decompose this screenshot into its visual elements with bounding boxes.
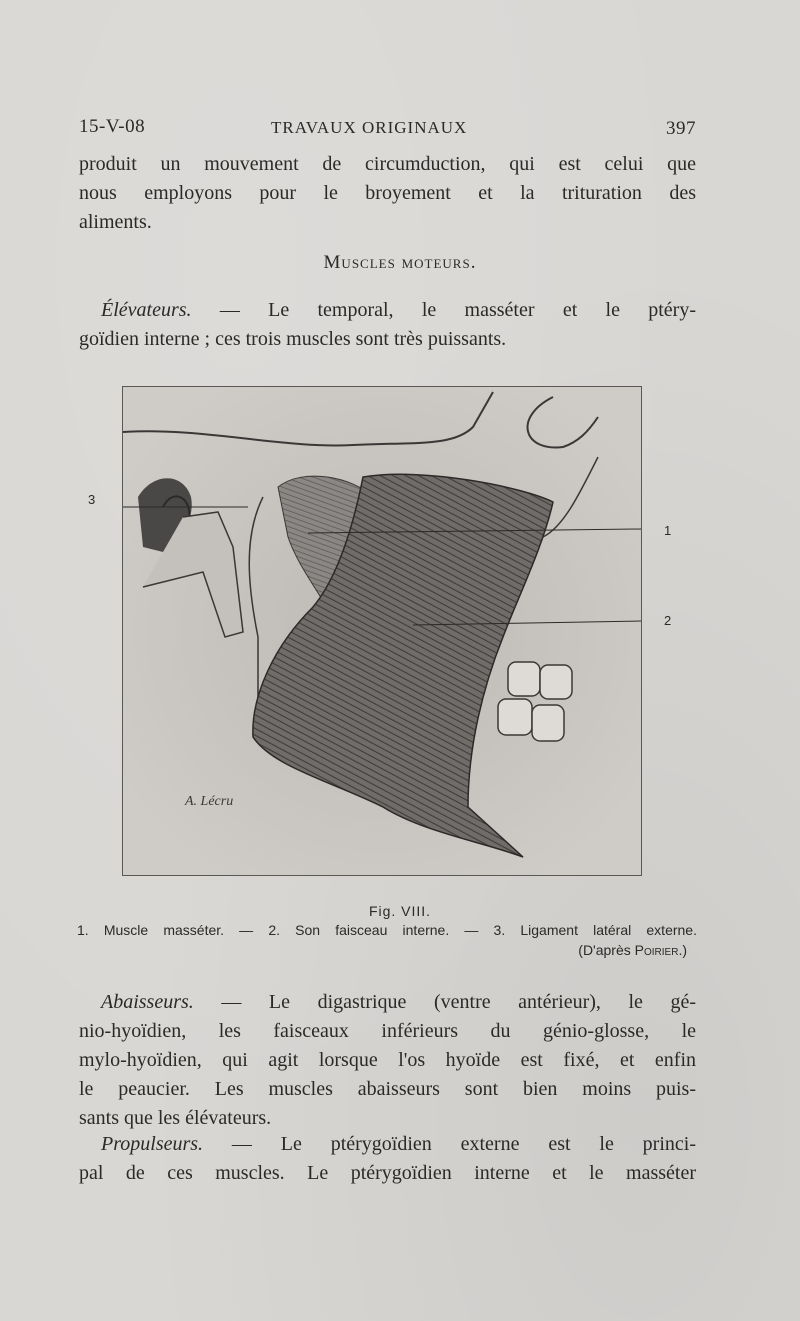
abaisseurs-line-1 xyxy=(79,988,696,1017)
abaisseurs-text-1: — Le digastrique (ventre antérieur), le gé- xyxy=(193,991,696,1013)
abaisseurs-line-4: le peaucier. Les muscles abaisseurs sont bien moins puis- xyxy=(79,1078,696,1100)
abaisseurs-paragraph xyxy=(79,988,696,1133)
callout-label-3: 3 xyxy=(88,492,96,507)
masseter-illustration xyxy=(123,387,641,875)
header-date: 15-V-08 xyxy=(79,116,146,137)
elevateurs-text-1: — Le temporal, le masséter et le ptéry- xyxy=(191,299,696,321)
propulseurs-line-1 xyxy=(79,1130,696,1159)
caption-line-2 xyxy=(77,940,697,960)
propulseurs-text-1: — Le ptérygoïdien externe est le princi- xyxy=(203,1133,696,1155)
figure-caption xyxy=(77,920,697,960)
elevateurs-line-2: goïdien interne ; ces trois muscles sont très puissants. xyxy=(79,328,507,350)
abaisseurs-label: Abaisseurs. xyxy=(101,991,194,1013)
caption-suffix: .) xyxy=(678,942,687,958)
figure-title: Fig. VIII. xyxy=(368,903,432,919)
intro-paragraph xyxy=(79,150,696,237)
abaisseurs-line-3: mylo-hyoïdien, qui agit lorsque l'os hyoïde est fixé, et enfin xyxy=(79,1049,696,1071)
intro-line-1: produit un mouvement de circumduction, qui est celui que xyxy=(79,153,696,175)
elevateurs-line-1 xyxy=(79,296,696,325)
propulseurs-label: Propulseurs. xyxy=(101,1133,204,1155)
intro-line-2: nous employons pour le broyement et la trituration des xyxy=(79,182,696,204)
elevateurs-label: Élévateurs. xyxy=(101,299,192,321)
callout-label-1: 1 xyxy=(664,523,672,538)
caption-author: Poirier xyxy=(634,942,679,958)
abaisseurs-line-5: sants que les élévateurs. xyxy=(79,1107,272,1129)
elevateurs-paragraph xyxy=(79,296,696,354)
abaisseurs-line-2: nio-hyoïdien, les faisceaux inférieurs du génio-glosse, le xyxy=(79,1020,696,1042)
intro-line-3: aliments. xyxy=(79,211,152,233)
anatomical-figure xyxy=(122,386,642,876)
callout-label-2: 2 xyxy=(664,613,672,628)
propulseurs-line-2: pal de ces muscles. Le ptérygoïdien interne et le masséter xyxy=(79,1162,696,1184)
section-title: Muscles moteurs. xyxy=(323,252,477,273)
header-title: TRAVAUX ORIGINAUX xyxy=(271,118,468,137)
running-head xyxy=(79,116,696,144)
caption-line-1: 1. Muscle masséter. — 2. Son faisceau interne. — 3. Ligament latéral externe. xyxy=(77,922,697,938)
page-number: 397 xyxy=(666,118,696,139)
artist-signature: A. Lécru xyxy=(185,794,234,809)
propulseurs-paragraph xyxy=(79,1130,696,1188)
caption-prefix: (D'après xyxy=(578,942,635,958)
